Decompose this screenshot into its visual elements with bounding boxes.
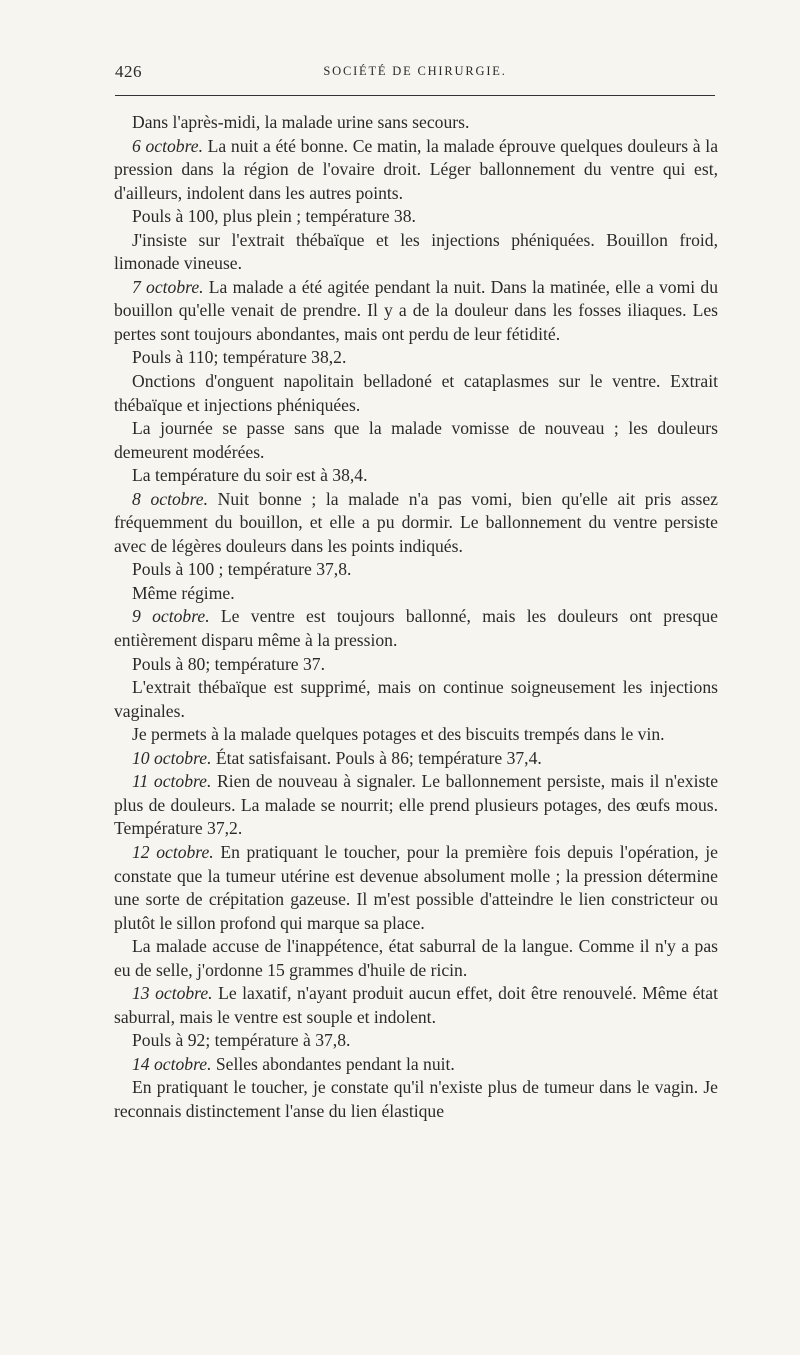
entry-date: 14 octobre.	[132, 1053, 212, 1074]
paragraph-text: Même régime.	[132, 582, 235, 603]
paragraph	[114, 582, 718, 606]
paragraph-text: Dans l'après-midi, la malade urine sans secours.	[132, 112, 470, 132]
paragraph	[114, 1076, 718, 1123]
entry-date: 6 octobre.	[132, 135, 203, 156]
body-text	[114, 111, 718, 1124]
paragraph-text: Selles abondantes pendant la nuit.	[211, 1053, 455, 1074]
paragraph-text: État satisfaisant. Pouls à 86; température 37,4.	[211, 747, 542, 768]
paragraph	[114, 135, 718, 206]
paragraph	[114, 464, 718, 488]
paragraph-text: Pouls à 100 ; température 37,8.	[132, 559, 352, 580]
paragraph-text: Pouls à 92; température à 37,8.	[132, 1030, 351, 1051]
paragraph	[114, 747, 718, 771]
paragraph	[114, 346, 718, 370]
paragraph-text: L'extrait thébaïque est supprimé, mais on continue soigneusement les injections vaginales.	[114, 677, 718, 721]
paragraph	[114, 417, 718, 464]
paragraph	[114, 488, 718, 559]
paragraph-text: Onctions d'onguent napolitain belladoné et cataplasmes sur le ventre. Extrait thébaïque et injections phéniquées.	[114, 371, 718, 415]
paragraph	[114, 111, 718, 135]
entry-date: 8 octobre.	[132, 488, 208, 509]
paragraph-text: La nuit a été bonne. Ce matin, la malade éprouve quelques douleurs à la pression dans la région de l'ovaire droit. Léger ballonnement du ventre qui est, d'ailleurs, indolent dans les autres points.	[114, 135, 718, 203]
paragraph-text: Je permets à la malade quelques potages et des biscuits trempés dans le vin.	[132, 724, 665, 745]
paragraph	[114, 1053, 718, 1077]
paragraph	[114, 205, 718, 229]
paragraph	[114, 982, 718, 1029]
paragraph-text: Le ventre est toujours ballonné, mais les douleurs ont presque entièrement disparu même à la pression.	[114, 606, 718, 651]
paragraph	[114, 370, 718, 417]
page-number: 426	[115, 62, 142, 81]
paragraph	[114, 841, 718, 935]
paragraph-text: Pouls à 100, plus plein ; température 38.	[132, 206, 416, 227]
paragraph-text: J'insiste sur l'extrait thébaïque et les injections phéniquées. Bouillon froid, limonade vineuse.	[114, 229, 718, 274]
paragraph-text: En pratiquant le toucher, je constate qu'il n'existe plus de tumeur dans le vagin. Je reconnais distinctement l'anse du lien élastique	[114, 1077, 718, 1121]
paragraph-text: La température du soir est à 38,4.	[132, 465, 368, 486]
paragraph-text: La malade a été agitée pendant la nuit. Dans la matinée, elle a vomi du bouillon qu'elle venait de prendre. Il y a de la douleur dans les fosses iliaques. Les pertes sont toujours abondantes, mais ont perdu de leur fétidité.	[114, 276, 718, 344]
paragraph-text: Pouls à 110; température 38,2.	[132, 347, 347, 368]
entry-date: 10 octobre.	[132, 747, 212, 768]
paragraph-text: Rien de nouveau à signaler. Le ballonnement persiste, mais il n'existe plus de douleurs. La malade se nourrit; elle prend plusieurs potages, des œufs mous. Température 37,2.	[114, 771, 719, 839]
paragraph	[114, 276, 718, 347]
entry-date: 11 octobre.	[132, 771, 212, 792]
paragraph-text: La malade accuse de l'inappétence, état saburral de la langue. Comme il n'y a pas eu de selle, j'ordonne 15 grammes d'huile de ricin.	[114, 936, 718, 980]
paragraph-text: Le laxatif, n'ayant produit aucun effet, doit être renouvelé. Même état saburral, mais le ventre est souple et indolent.	[114, 983, 719, 1027]
paragraph	[114, 605, 718, 652]
paragraph	[114, 770, 718, 841]
entry-date: 13 octobre.	[132, 983, 213, 1004]
entry-date: 9 octobre.	[132, 606, 210, 627]
paragraph-text: Nuit bonne ; la malade n'a pas vomi, bien qu'elle ait pris assez fréquemment du bouillon, et elle a pu dormir. Le ballonnement du ventre persiste avec de légères douleurs dans les points indiqués.	[114, 488, 718, 556]
page-header	[115, 62, 715, 84]
running-head: SOCIÉTÉ DE CHIRURGIE.	[323, 64, 507, 78]
entry-date: 7 octobre.	[132, 276, 204, 297]
paragraph	[114, 935, 718, 982]
paragraph	[114, 229, 718, 276]
entry-date: 12 octobre.	[132, 841, 214, 862]
header-rule	[115, 95, 715, 96]
paragraph-text: En pratiquant le toucher, pour la première fois depuis l'opération, je constate que la tumeur utérine est devenue absolument molle ; la pression détermine une sorte de crépitation gazeuse. Il m'est possible d'atteindre le lien constricteur ou plutôt le sillon profond qui marque sa place.	[114, 841, 718, 933]
paragraph	[114, 1029, 718, 1053]
paragraph	[114, 653, 718, 677]
paragraph	[114, 676, 718, 723]
paragraph-text: Pouls à 80; température 37.	[132, 653, 325, 674]
paragraph	[114, 723, 718, 747]
paragraph	[114, 558, 718, 582]
paragraph-text: La journée se passe sans que la malade vomisse de nouveau ; les douleurs demeurent modérées.	[114, 418, 718, 462]
